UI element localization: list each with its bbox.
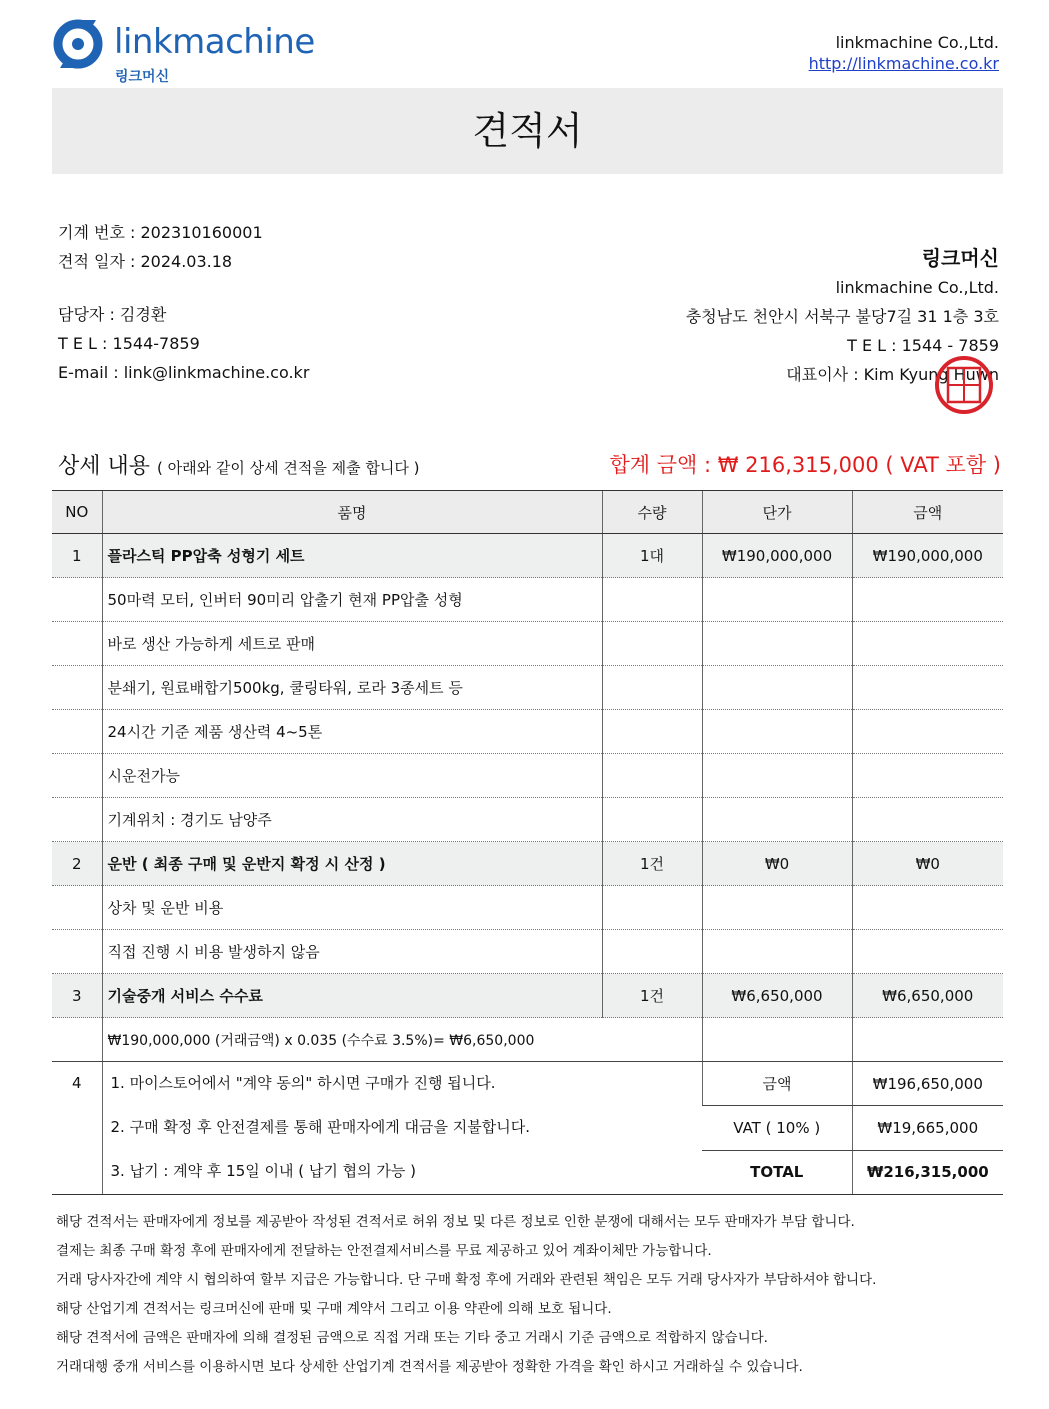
item-detail: 직접 진행 시 비용 발생하지 않음 bbox=[102, 930, 602, 974]
footer-line: 해당 견적서는 판매자에게 정보를 제공받아 작성된 견적서로 허위 정보 및 다른 정보로 인한 분쟁에 대해서는 모두 판매자가 부담 합니다. bbox=[56, 1214, 855, 1230]
section-title: 상세 내용 bbox=[58, 454, 151, 479]
vat-label: VAT ( 10% ) bbox=[702, 1106, 852, 1150]
item-detail: 바로 생산 가능하게 세트로 판매 bbox=[102, 622, 602, 666]
item-no: 2 bbox=[52, 842, 102, 886]
table-row bbox=[52, 974, 1003, 1018]
seller-name: 링크머신 bbox=[921, 246, 999, 270]
table-row bbox=[52, 798, 1003, 842]
table-row bbox=[52, 622, 1003, 666]
footer-line: 결제는 최종 구매 확정 후에 판매자에게 전달하는 안전결제서비스를 무료 제공하고 있어 계좌이체만 가능합니다. bbox=[56, 1243, 712, 1259]
footer-line: 거래대행 중개 서비스를 이용하시면 보다 상세한 산업기계 견적서를 제공받아 정확한 가격을 확인 하시고 거래하실 수 있습니다. bbox=[56, 1359, 803, 1375]
seller-tel: T E L : 1544 - 7859 bbox=[847, 336, 999, 355]
col-header-qty: 수량 bbox=[602, 491, 702, 534]
machine-number: 기계 번호 : 202310160001 bbox=[58, 223, 263, 242]
table-row bbox=[52, 930, 1003, 974]
col-header-unit-price: 단가 bbox=[702, 491, 852, 534]
table-row bbox=[52, 534, 1003, 578]
item-detail: 24시간 기준 제품 생산력 4~5톤 bbox=[102, 710, 602, 754]
table-row bbox=[52, 842, 1003, 886]
quote-meta bbox=[58, 218, 263, 276]
footer-line: 해당 견적서에 금액은 판매자에 의해 결정된 금액으로 직접 거래 또는 기타 중고 거래시 기준 금액으로 적합하지 않습니다. bbox=[56, 1330, 768, 1346]
item-amount: ₩0 bbox=[852, 842, 1003, 886]
col-header-name: 품명 bbox=[102, 491, 602, 534]
table-row bbox=[52, 710, 1003, 754]
item-qty: 1대 bbox=[602, 534, 702, 578]
manager-name: 담당자 : 김경환 bbox=[58, 305, 167, 324]
item-qty: 1건 bbox=[602, 974, 702, 1018]
logo-wordmark: linkmachine bbox=[114, 22, 315, 62]
item-unit-price: ₩6,650,000 bbox=[702, 974, 852, 1018]
section-heading bbox=[58, 449, 419, 480]
item-amount: ₩6,650,000 bbox=[852, 974, 1003, 1018]
table-row bbox=[52, 578, 1003, 622]
total-value: ₩216,315,000 bbox=[852, 1150, 1003, 1194]
table-row bbox=[52, 666, 1003, 710]
note-line: 3. 납기 : 계약 후 15일 이내 ( 납기 협의 가능 ) bbox=[110, 1162, 416, 1180]
note-line: 1. 마이스토어에서 "계약 동의" 하시면 구매가 진행 됩니다. bbox=[110, 1074, 496, 1092]
link-logo-icon bbox=[52, 16, 112, 76]
seller-ceo: 대표이사 : Kim Kyung Huwn bbox=[786, 365, 999, 384]
seller-address: 충청남도 천안시 서북구 불당7길 31 1층 3호 bbox=[685, 307, 999, 326]
col-header-no: NO bbox=[52, 491, 102, 534]
item-qty: 1건 bbox=[602, 842, 702, 886]
table-header-row bbox=[52, 491, 1003, 534]
grand-total-label: 합계 금액 : ₩ 216,315,000 ( VAT 포함 ) bbox=[609, 453, 1001, 477]
item-unit-price: ₩190,000,000 bbox=[702, 534, 852, 578]
document-title: 견적서 bbox=[472, 109, 583, 153]
title-band bbox=[52, 88, 1003, 174]
item-detail: 시운전가능 bbox=[102, 754, 602, 798]
seller-company: linkmachine Co.,Ltd. bbox=[835, 278, 999, 297]
website-link[interactable]: http://linkmachine.co.kr bbox=[808, 54, 999, 73]
item-no: 1 bbox=[52, 534, 102, 578]
item-detail: 분쇄기, 원료배합기500kg, 쿨링타워, 로라 3종세트 등 bbox=[102, 666, 602, 710]
total-label: TOTAL bbox=[702, 1150, 852, 1194]
item-detail: 50마력 모터, 인버터 90미리 압출기 현재 PP압출 성형 bbox=[102, 578, 602, 622]
subtotal-value: ₩196,650,000 bbox=[852, 1062, 1003, 1106]
footer-notes bbox=[56, 1208, 876, 1382]
table-row bbox=[52, 1018, 1003, 1062]
item-name: 플라스틱 PP압축 성형기 세트 bbox=[102, 534, 602, 578]
vat-value: ₩19,665,000 bbox=[852, 1106, 1003, 1150]
note-line: 2. 구매 확정 후 안전결제를 통해 판매자에게 대금을 지불합니다. bbox=[110, 1118, 530, 1136]
item-unit-price: ₩0 bbox=[702, 842, 852, 886]
subtotal-label: 금액 bbox=[702, 1062, 852, 1106]
col-header-amount: 금액 bbox=[852, 491, 1003, 534]
item-amount: ₩190,000,000 bbox=[852, 534, 1003, 578]
footer-line: 거래 당사자간에 계약 시 협의하여 할부 지급은 가능합니다. 단 구매 확정 후에 거래와 관련된 책임은 모두 거래 당사자가 부담하셔야 합니다. bbox=[56, 1272, 877, 1288]
quote-table bbox=[52, 490, 1003, 1195]
item-name: 기술중개 서비스 수수료 bbox=[102, 974, 602, 1018]
contact-email: E-mail : link@linkmachine.co.kr bbox=[58, 363, 310, 382]
item-name: 운반 ( 최종 구매 및 운반지 확정 시 산정 ) bbox=[102, 842, 602, 886]
company-name: linkmachine Co.,Ltd. bbox=[835, 33, 999, 52]
item-no: 3 bbox=[52, 974, 102, 1018]
company-seal-icon bbox=[930, 356, 998, 414]
section-subtitle: ( 아래와 같이 상세 견적을 제출 합니다 ) bbox=[157, 459, 420, 477]
summary-row bbox=[52, 1062, 1003, 1106]
item-detail: 상차 및 운반 비용 bbox=[102, 886, 602, 930]
table-row bbox=[52, 754, 1003, 798]
item-no: 4 bbox=[52, 1062, 102, 1195]
contact-tel: T E L : 1544-7859 bbox=[58, 334, 200, 353]
company-logo bbox=[52, 14, 352, 88]
item-detail: ₩190,000,000 (거래금액) x 0.035 (수수료 3.5%)= ₩6,650,000 bbox=[102, 1018, 702, 1062]
quote-date: 견적 일자 : 2024.03.18 bbox=[58, 252, 233, 271]
footer-line: 해당 산업기계 견적서는 링크머신에 판매 및 구매 계약서 그리고 이용 약관에 의해 보호 됩니다. bbox=[56, 1301, 612, 1317]
notes-cell bbox=[102, 1062, 702, 1195]
contact-info bbox=[58, 300, 309, 387]
company-header bbox=[809, 32, 999, 74]
item-detail: 기계위치 : 경기도 남양주 bbox=[102, 798, 602, 842]
logo-subtitle: 링크머신 bbox=[115, 69, 170, 85]
table-row bbox=[52, 886, 1003, 930]
